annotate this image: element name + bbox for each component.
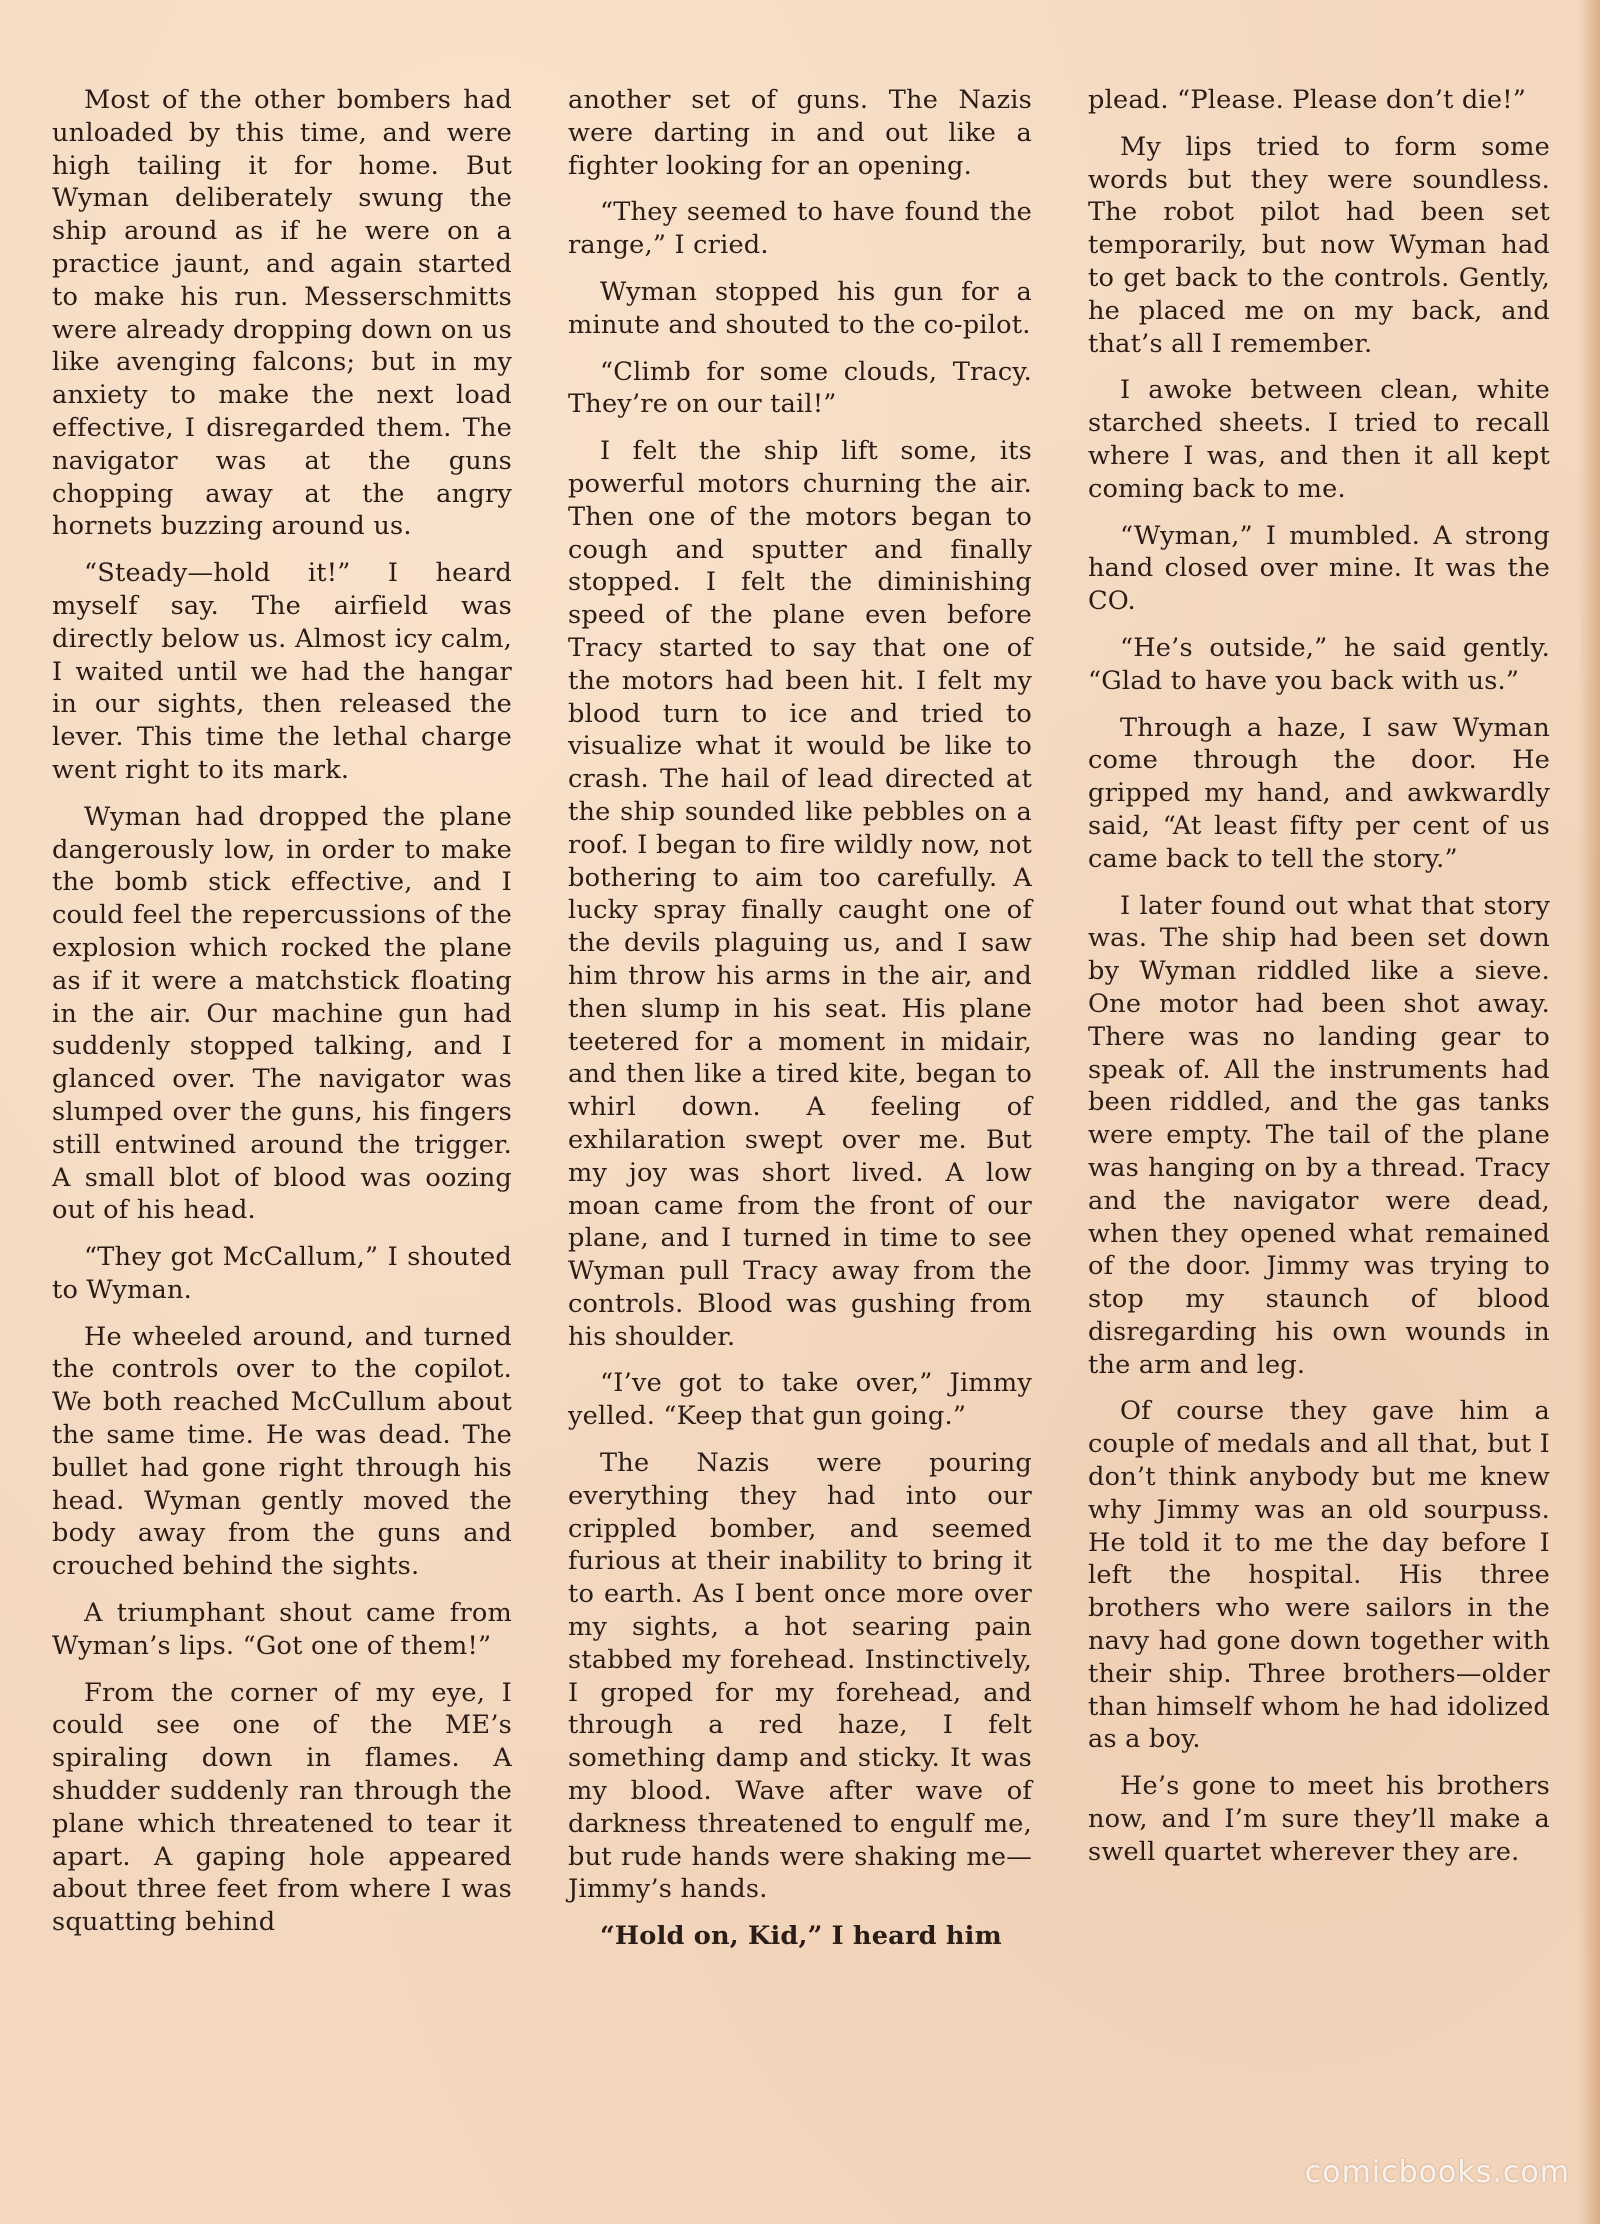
paragraph: The Nazis were pouring everything they had into our crippled bomber, and seemed furious at their inability to bring it to earth. As I bent once more over my sights, a hot searing pain stabbed my forehead. Instinctively, I groped for my forehead, and through a red haze, I felt something damp and sticky. It was my blood. Wave after wave of darkness threatened to engulf me, but rude hands were shaking me—Jimmy’s hands.	[568, 1448, 1032, 1905]
paragraph: Wyman stopped his gun for a minute and shouted to the co-pilot.	[568, 276, 1032, 340]
text-column-3	[1088, 84, 1550, 1883]
paragraph: I awoke between clean, white starched sheets. I tried to recall where I was, and then it all kept coming back to me.	[1088, 375, 1550, 504]
paragraph: “He’s outside,” he said gently. “Glad to have you back with us.”	[1088, 632, 1550, 696]
text-column-2	[568, 84, 1032, 1967]
paragraph: Most of the other bombers had unloaded by this time, and were high tailing it for home. But Wyman deliberately swung the ship around as if he were on a practice jaunt, and again started to make his run. Messerschmitts were already dropping down on us like avenging falcons; but in my anxiety to make the next load effective, I disregarded them. The navigator was at the guns chopping away at the angry hornets buzzing around us.	[52, 85, 512, 542]
paragraph: Through a haze, I saw Wyman come through the door. He gripped my hand, and awkwardly said, “At least fifty per cent of us came back to tell the story.”	[1088, 712, 1550, 874]
paragraph: From the corner of my eye, I could see one of the ME’s spiraling down in flames. A shudder suddenly ran through the plane which threatened to tear it apart. A gaping hole appeared about three feet from where I was squatting behind	[52, 1677, 512, 1938]
paragraph: I later found out what that story was. The ship had been set down by Wyman riddled like a sieve. One motor had been shot away. There was no landing gear to speak of. All the instruments had been riddled, and the gas tanks were empty. The tail of the plane was hanging on by a thread. Tracy and the navigator were dead, when they opened what remained of the door. Jimmy was trying to stop my staunch of blood disregarding his own wounds in the arm and leg.	[1088, 890, 1550, 1380]
paragraph: another set of guns. The Nazis were darting in and out like a fighter looking for an opening.	[568, 85, 1032, 181]
paragraph: A triumphant shout came from Wyman’s lips. “Got one of them!”	[52, 1598, 512, 1661]
paragraph: Of course they gave him a couple of medals and all that, but I don’t think anybody but me knew why Jimmy was an old sourpuss. He told it to me the day before I left the hospital. His three brothers who were sailors in the navy had gone down together with their ship. Three brothers—older than himself whom he had idolized as a boy.	[1088, 1396, 1550, 1755]
paragraph: He’s gone to meet his brothers now, and I’m sure they’ll make a swell quartet wherever they are.	[1088, 1771, 1550, 1867]
paragraph: My lips tried to form some words but they were soundless. The robot pilot had been set temporarily, but now Wyman had to get back to the controls. Gently, he placed me on my back, and that’s all I remember.	[1088, 131, 1550, 359]
page-edge-shadow	[1578, 0, 1600, 2224]
paragraph: I felt the ship lift some, its powerful motors churning the air. Then one of the motors began to cough and sputter and finally stopped. I felt the diminishing speed of the plane even before Tracy started to say that one of the motors had been hit. I felt my blood turn to ice and tried to visualize what it would be like to crash. The hail of lead directed at the ship sounded like pebbles on a roof. I began to fire wildly now, not bothering to aim too carefully. A lucky spray finally caught one of the devils plaguing us, and I saw him throw his arms in the air, and then slump in his seat. His plane teetered for a moment in midair, and then like a tired kite, began to whirl down. A feeling of exhilaration swept over me. But my joy was short lived. A low moan came from the front of our plane, and I turned in time to see Wyman pull Tracy away from the controls. Blood was gushing from his shoulder.	[568, 436, 1032, 1352]
paragraph: “They seemed to have found the range,” I cried.	[568, 197, 1032, 261]
paragraph: “Hold on, Kid,” I heard him	[600, 1921, 1002, 1952]
text-column-1	[52, 84, 512, 1953]
paragraph: “Steady—hold it!” I heard myself say. The airfield was directly below us. Almost icy calm, I waited until we had the hangar in our sights, then released the lever. This time the lethal charge went right to its mark.	[52, 558, 512, 785]
paragraph: “They got McCallum,” I shouted to Wyman.	[52, 1242, 512, 1305]
paragraph: Wyman had dropped the plane dangerously low, in order to make the bomb stick effective, and I could feel the repercussions of the explosion which rocked the plane as if it were a matchstick floating in the air. Our machine gun had suddenly stopped talking, and I glanced over. The navigator was slumped over the guns, his fingers still entwined around the trigger. A small blot of blood was oozing out of his head.	[52, 801, 512, 1226]
paragraph: He wheeled around, and turned the controls over to the copilot. We both reached McCullum about the same time. He was dead. The bullet had gone right through his head. Wyman gently moved the body away from the guns and crouched behind the sights.	[52, 1321, 512, 1582]
paragraph: plead. “Please. Please don’t die!”	[1088, 85, 1527, 115]
paragraph: “Wyman,” I mumbled. A strong hand closed over mine. It was the CO.	[1088, 520, 1550, 617]
watermark: comicbooks.com	[1304, 2155, 1570, 2190]
paragraph: “Climb for some clouds, Tracy. They’re on our tail!”	[568, 356, 1032, 420]
paragraph: “I’ve got to take over,” Jimmy yelled. “Keep that gun going.”	[568, 1368, 1032, 1432]
